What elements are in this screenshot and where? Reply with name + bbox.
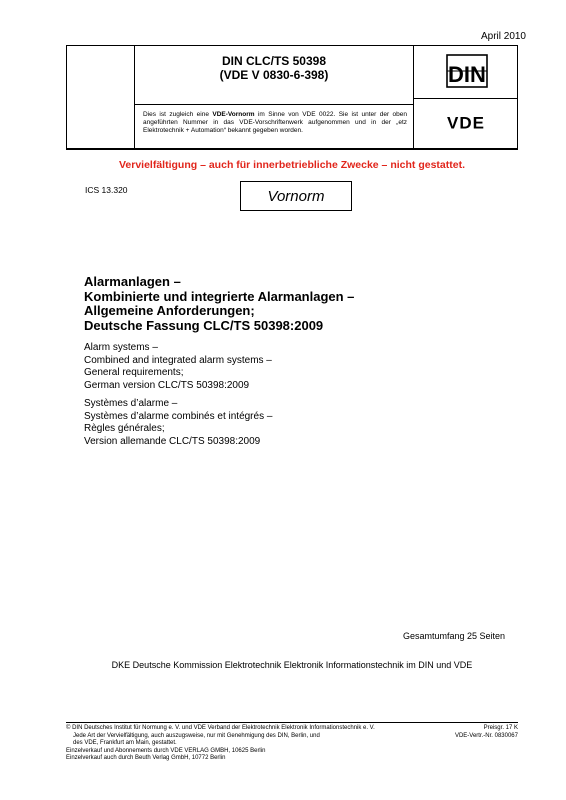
title-german [84, 275, 354, 333]
price-group: Preisgr. 17 K [483, 725, 518, 731]
divider [66, 149, 518, 150]
vde-number: (VDE V 0830-6-398) [219, 68, 329, 82]
title-line: Allgemeine Anforderungen; [84, 303, 255, 318]
title-line: Kombinierte und integrierte Alarmanlagen – [84, 288, 355, 304]
svg-text:VDE: VDE [447, 114, 485, 130]
price-info [455, 725, 518, 740]
divider [413, 98, 517, 99]
title-line: German version CLC/TS 50398:2009 [84, 379, 250, 391]
copyright-line: Einzelverkauf auch durch Beuth Verlag GmbH, 10772 Berlin [66, 755, 226, 762]
title-french [84, 398, 272, 448]
divider [66, 722, 518, 723]
copyright-line: Einzelverkauf und Abonnements durch VDE VERLAG GMBH, 10625 Berlin [66, 747, 266, 754]
title-line: Version allemande CLC/TS 50398:2009 [84, 435, 261, 447]
status-badge: Vornorm [240, 181, 352, 211]
title-line: Alarm systems – [84, 342, 158, 353]
note-bold: VDE-Vornorm [212, 111, 255, 118]
vde-logo-icon [435, 114, 497, 130]
svg-text:DIN: DIN [448, 62, 486, 87]
publication-date: April 2010 [480, 31, 526, 42]
title-line: Alarmanlagen – [84, 274, 181, 289]
copyright-notice [66, 725, 406, 763]
title-line: Systèmes d’alarme combinés et intégrés – [84, 410, 273, 422]
vde-note [143, 111, 407, 135]
title-line: Systèmes d’alarme – [84, 398, 178, 409]
title-line: Deutsche Fassung CLC/TS 50398:2009 [84, 317, 324, 333]
title-line: General requirements; [84, 367, 184, 378]
document-number [135, 54, 413, 82]
divider [134, 104, 413, 105]
dke-line: DKE Deutsche Kommission Elektrotechnik Elektronik Informationstechnik im DIN und VDE [111, 660, 473, 670]
ics-code: ICS 13.320 [85, 185, 128, 195]
reproduction-notice: Vervielfältigung – auch für innerbetriebliche Zwecke – nicht gestattet. [118, 159, 465, 171]
divider [413, 46, 414, 148]
din-number: DIN CLC/TS 50398 [221, 54, 327, 68]
copyright-line: Jede Art der Vervielfältigung, auch auszugsweise, nur mit Genehmigung des DIN, Berlin, und [73, 732, 320, 739]
note-suffix: im Sinne von VDE 0022. Sie ist unter der oben angeführten Nummer in das VDE-Vorschriftenwerk aufgenommen und in der „etz Elektrotechnik + Automation“ bekannt gegeben worden. [143, 111, 407, 134]
copyright-line: © DIN Deutsches Institut für Normung e. V. und VDE Verband der Elektrotechnik Elektronik Informationstechnik e. V. [66, 725, 375, 731]
title-english [84, 342, 272, 392]
copyright-line: des VDE, Frankfurt am Main, gestattet. [73, 740, 177, 747]
header-block [66, 45, 518, 149]
vde-vertr-nr: VDE-Vertr.-Nr. 0830067 [454, 732, 518, 739]
din-logo-icon [446, 54, 488, 88]
title-line: Règles générales; [84, 423, 165, 434]
title-line: Combined and integrated alarm systems – [84, 354, 272, 366]
note-prefix: Dies ist zugleich eine [143, 111, 213, 118]
page-count: Gesamtumfang 25 Seiten [402, 631, 505, 641]
